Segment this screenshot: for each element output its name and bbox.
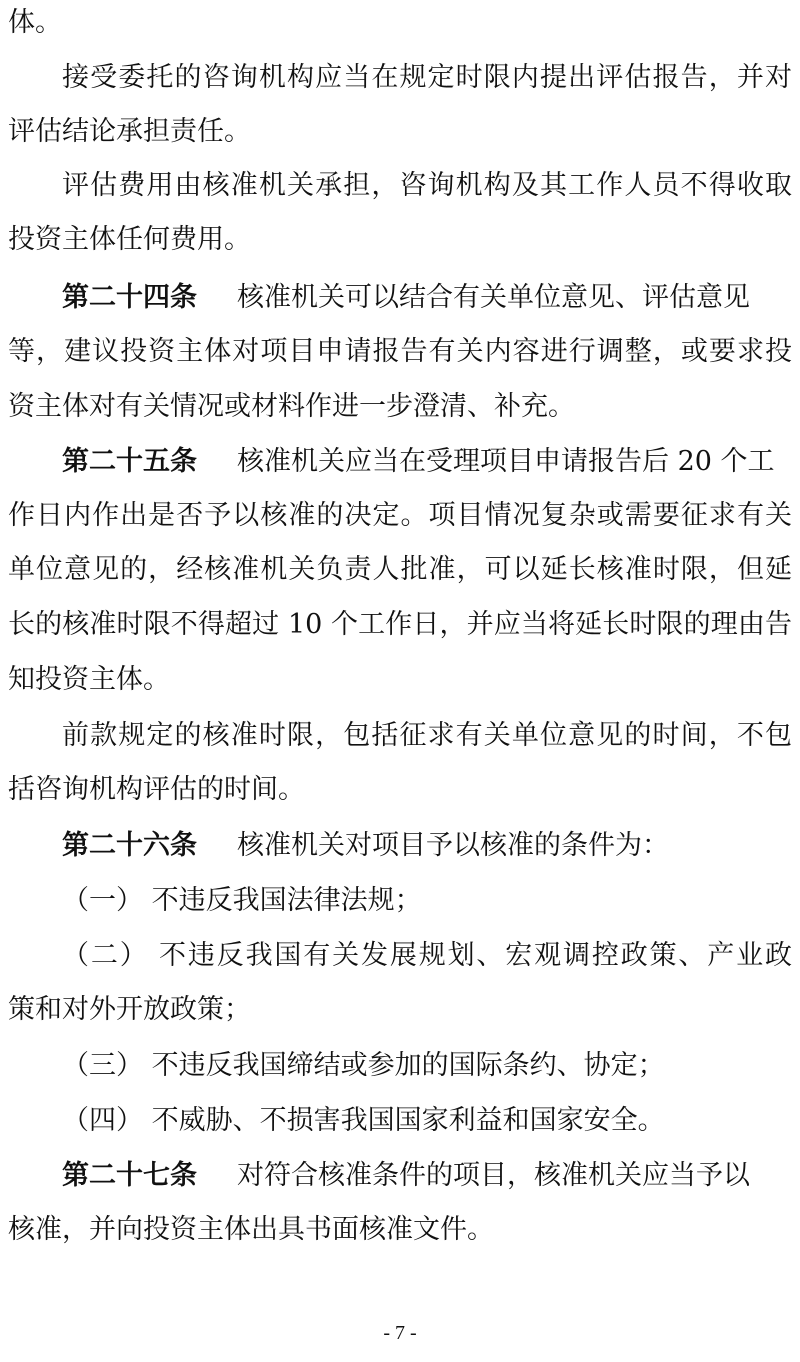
text-line: 等，建议投资主体对项目申请报告有关内容进行调整，或要求投	[8, 336, 792, 367]
list-item: （二） 不违反我国有关发展规划、宏观调控政策、产业政	[62, 940, 792, 971]
text-line: 策和对外开放政策；	[8, 994, 251, 1025]
text-line: 括咨询机构评估的时间。	[8, 774, 305, 805]
list-item: （三） 不违反我国缔结或参加的国际条约、协定；	[62, 1050, 665, 1081]
article-heading: 第二十七条	[62, 1160, 197, 1191]
text-line: 接受委托的咨询机构应当在规定时限内提出评估报告，并对	[62, 62, 792, 93]
text-line: 投资主体任何费用。	[8, 224, 251, 255]
article-heading: 第二十四条	[62, 282, 197, 313]
text-line: 单位意见的，经核准机关负责人批准，可以延长核准时限，但延	[8, 554, 792, 585]
article-line: 第二十七条 对符合核准条件的项目，核准机关应当予以	[62, 1160, 750, 1191]
article-line: 第二十六条 核准机关对项目予以核准的条件为：	[62, 830, 669, 861]
text-line: 体。	[8, 7, 62, 38]
article-heading: 第二十五条	[62, 446, 197, 477]
text-line: 知投资主体。	[8, 664, 170, 695]
page-number: - 7 -	[383, 1322, 417, 1344]
text-line: 前款规定的核准时限，包括征求有关单位意见的时间，不包	[62, 720, 792, 751]
text-line: 作日内作出是否予以核准的决定。项目情况复杂或需要征求有关	[8, 500, 792, 531]
article-line: 第二十四条 核准机关可以结合有关单位意见、评估意见	[62, 282, 750, 313]
text-line: 评估结论承担责任。	[8, 116, 251, 147]
text-line: 评估费用由核准机关承担，咨询机构及其工作人员不得收取	[62, 170, 792, 201]
list-item: （一） 不违反我国法律法规；	[62, 885, 422, 916]
article-heading: 第二十六条	[62, 830, 197, 861]
article-line: 第二十五条 核准机关应当在受理项目申请报告后 20 个工	[62, 446, 775, 477]
text-line: 长的核准时限不得超过 10 个工作日，并应当将延长时限的理由告	[8, 609, 792, 640]
text-line: 核准，并向投资主体出具书面核准文件。	[8, 1214, 494, 1245]
list-item: （四） 不威胁、不损害我国国家利益和国家安全。	[62, 1105, 665, 1136]
text-line: 资主体对有关情况或材料作进一步澄清、补充。	[8, 391, 575, 422]
